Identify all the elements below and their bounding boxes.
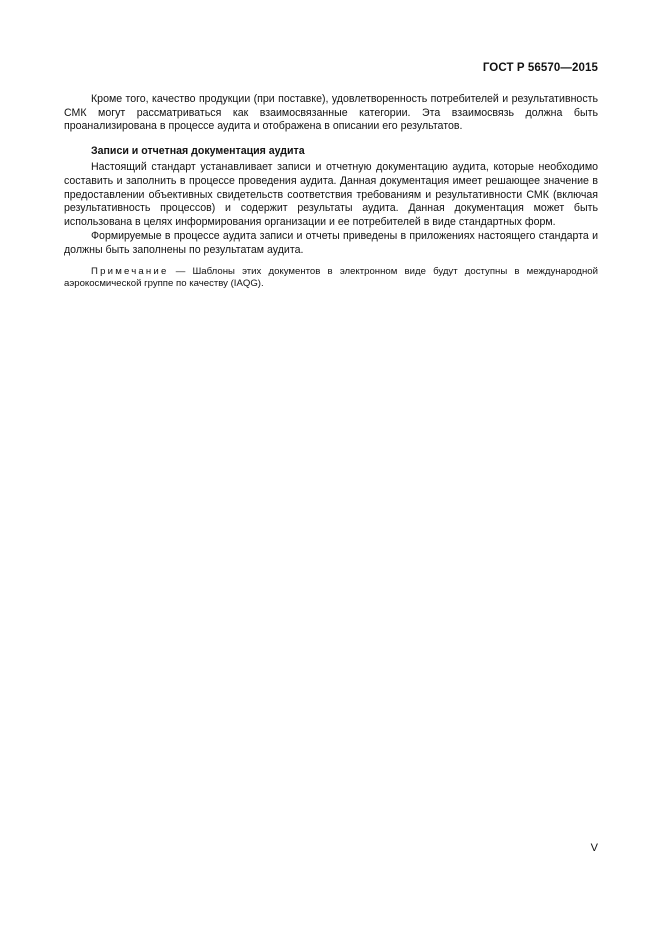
note-paragraph [64,266,598,292]
document-body [64,93,598,291]
paragraph-quality-relationship: Кроме того, качество продукции (при поставке), удовлетворенность потребителей и результативность СМК могут рассматриваться как взаимосвязанные категории. Эта взаимосвязь должна быть проанализирована в процессе аудита и отображена в описании его результатов. [64,93,598,133]
paragraph-records-documentation: Настоящий стандарт устанавливает записи и отчетную документацию аудита, которые необходимо составить и заполнить в процессе проведения аудита. Данная документация имеет решающее значение в предоставлении объективных свидетельств соответствия требованиям и результативности СМК (включая результативность процессов) и содержит результаты аудита. Данная документация может быть использована в целях информирования организации и ее потребителей в виде стандартных форм. [64,161,598,228]
page-number: V [590,842,598,854]
note-label: Примечание [91,265,169,277]
paragraph-records-appendices: Формируемые в процессе аудита записи и отчеты приведены в приложениях настоящего стандарта и должны быть заполнены по результатам аудита. [64,230,598,256]
section-title: Записи и отчетная документация аудита [91,144,305,157]
note-text: — Шаблоны этих документов в электронном виде будут доступны в международной аэрокосмической группе по качеству (IAQG). [64,265,598,290]
document-code: ГОСТ Р 56570—2015 [482,62,598,74]
